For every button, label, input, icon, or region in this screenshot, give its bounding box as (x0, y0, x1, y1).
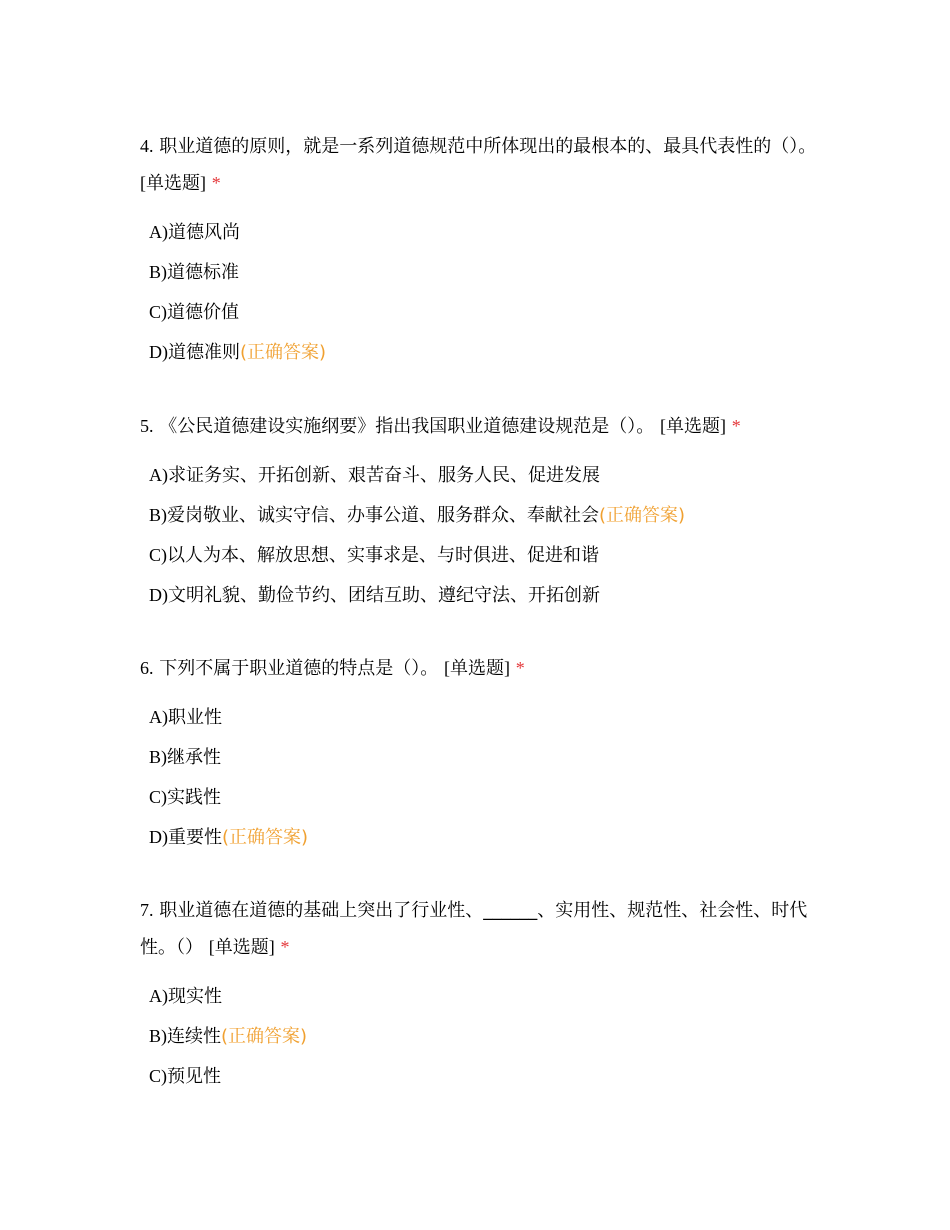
option-c: C)以人为本、解放思想、实事求是、与时俱进、促进和谐 (149, 545, 599, 566)
option-a: A)道德风尚 (149, 222, 240, 243)
option-text: 以人为本、解放思想、实事求是、与时俱进、促进和谐 (167, 545, 599, 566)
required-mark: * (211, 173, 221, 193)
option-a: A)职业性 (149, 707, 222, 728)
question-title (140, 892, 830, 966)
question-type-tag: [单选题] (659, 416, 726, 436)
option-text: 预见性 (167, 1066, 221, 1087)
question-text: 《公民道德建设实施纲要》指出我国职业道德建设规范是（）。 (159, 416, 655, 437)
required-mark: * (515, 658, 525, 678)
question-title (140, 408, 830, 445)
option-list (140, 212, 830, 372)
question-title (140, 128, 830, 202)
option-text: 实践性 (167, 787, 221, 808)
option-text: 道德价值 (167, 302, 239, 323)
option-c: C)道德价值 (149, 302, 239, 323)
option-c: C)实践性 (149, 787, 221, 808)
question-title (140, 650, 830, 687)
option-d: D)道德准则(正确答案) (149, 342, 327, 363)
correct-answer-label: (正确答案) (221, 1026, 308, 1047)
option-b: B)连续性(正确答案) (149, 1026, 308, 1047)
question-number: 6. (140, 658, 154, 678)
option-text: 道德准则 (168, 342, 240, 363)
option-text: 职业性 (168, 707, 222, 728)
correct-answer-label: (正确答案) (222, 827, 309, 848)
option-text: 爱岗敬业、诚实守信、办事公道、服务群众、奉献社会 (167, 505, 599, 526)
option-text: 道德风尚 (168, 222, 240, 243)
question-number: 5. (140, 416, 154, 436)
question-number: 4. (140, 136, 154, 156)
option-list (140, 455, 830, 615)
required-mark: * (731, 416, 741, 436)
option-c: C)预见性 (149, 1066, 221, 1087)
question-text: 下列不属于职业道德的特点是（）。 (159, 658, 439, 679)
question-4 (140, 128, 830, 372)
option-b: B)道德标准 (149, 262, 239, 283)
option-a: A)现实性 (149, 986, 222, 1007)
option-text: 连续性 (167, 1026, 221, 1047)
question-text: 职业道德在道德的基础上突出了行业性、______、实用性、规范性、社会性、时代性。（） (140, 900, 808, 958)
question-text: 职业道德的原则，就是一系列道德规范中所体现出的最根本的、最具代表性的（）。 (159, 136, 817, 157)
required-mark: * (280, 937, 290, 957)
option-text: 现实性 (168, 986, 222, 1007)
option-b: B)继承性 (149, 747, 221, 768)
option-text: 重要性 (168, 827, 222, 848)
correct-answer-label: (正确答案) (240, 342, 327, 363)
option-text: 道德标准 (167, 262, 239, 283)
question-type-tag: [单选题] (443, 658, 510, 678)
question-type-tag: [单选题] (140, 173, 206, 193)
question-7 (140, 892, 830, 1096)
option-b: B)爱岗敬业、诚实守信、办事公道、服务群众、奉献社会(正确答案) (149, 505, 686, 526)
question-5 (140, 408, 830, 615)
option-text: 求证务实、开拓创新、艰苦奋斗、服务人民、促进发展 (168, 465, 600, 486)
option-text: 继承性 (167, 747, 221, 768)
correct-answer-label: (正确答案) (599, 505, 686, 526)
option-d: D)文明礼貌、勤俭节约、团结互助、遵纪守法、开拓创新 (149, 585, 600, 606)
option-a: A)求证务实、开拓创新、艰苦奋斗、服务人民、促进发展 (149, 465, 600, 486)
option-list (140, 976, 830, 1096)
option-list (140, 697, 830, 857)
question-6 (140, 650, 830, 857)
question-type-tag: [单选题] (208, 937, 275, 957)
option-d: D)重要性(正确答案) (149, 827, 309, 848)
question-number: 7. (140, 900, 154, 920)
option-text: 文明礼貌、勤俭节约、团结互助、遵纪守法、开拓创新 (168, 585, 600, 606)
